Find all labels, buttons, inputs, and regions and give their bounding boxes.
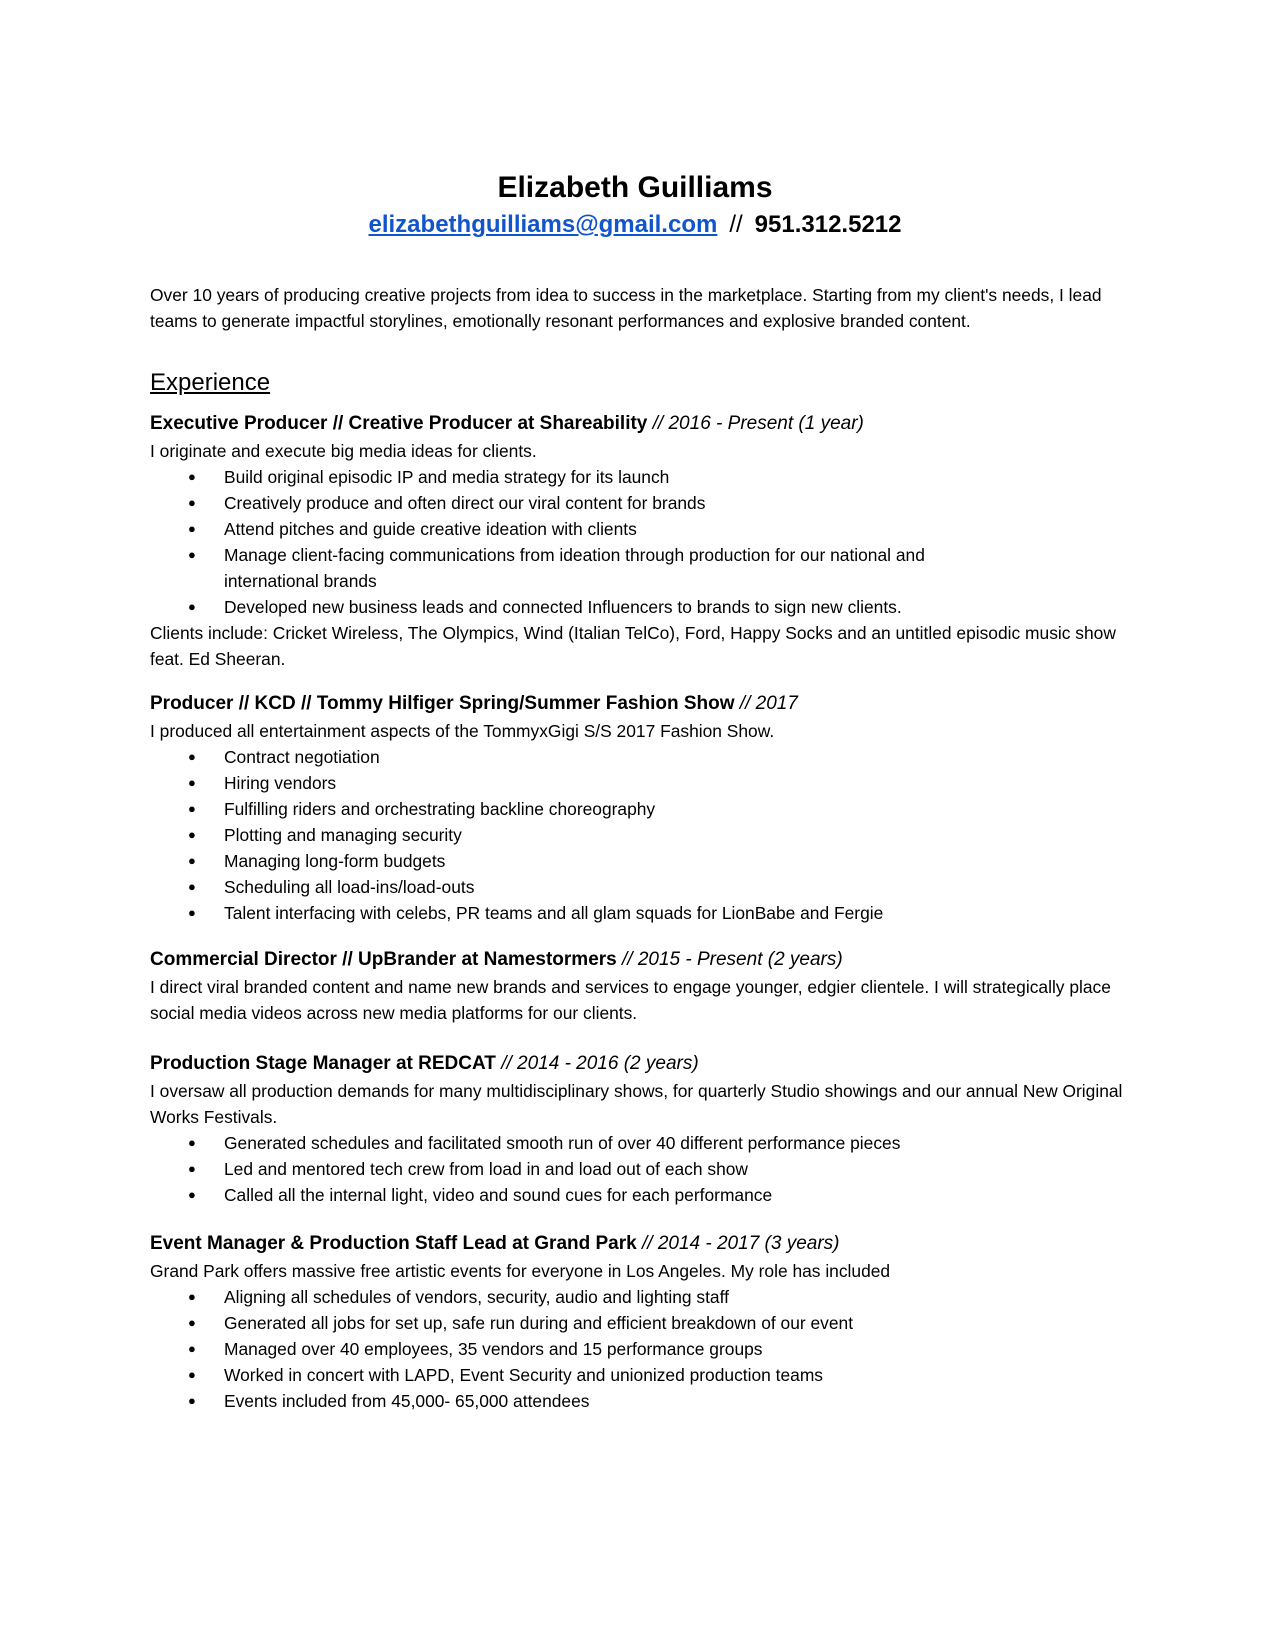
- list-item: ● Aligning all schedules of vendors, security, audio and lighting staff: [150, 1284, 1140, 1310]
- job-title-line: [150, 690, 1140, 718]
- job-title: Production Stage Manager at REDCAT: [150, 1053, 496, 1074]
- list-item: ● Led and mentored tech crew from load in and load out of each show: [150, 1156, 1140, 1182]
- phone-number: 951.312.5212: [754, 211, 902, 238]
- job-dates: // 2016 - Present (1 year): [652, 413, 864, 434]
- list-item: ● Hiring vendors: [150, 770, 1140, 796]
- bullet-icon: ●: [188, 1161, 196, 1176]
- job-dates: // 2017: [739, 693, 798, 714]
- list-item: ● Build original episodic IP and media strategy for its launch: [150, 464, 1140, 490]
- bullet-icon: ●: [188, 1367, 196, 1382]
- job-title-line: [150, 946, 1140, 974]
- job-title-line: [150, 1230, 1140, 1258]
- job-clients: Clients include: Cricket Wireless, The Olympics, Wind (Italian TelCo), Ford, Happy Socks and an untitled episodic music show feat. Ed Sheeran.: [150, 623, 1116, 669]
- job-title: Event Manager & Production Staff Lead at Grand Park: [150, 1233, 637, 1254]
- job-title: Executive Producer // Creative Producer at Shareability: [150, 413, 648, 434]
- job-title-line: [150, 1050, 1140, 1078]
- list-item: ● Worked in concert with LAPD, Event Security and unionized production teams: [150, 1362, 1140, 1388]
- job-description: I originate and execute big media ideas for clients.: [150, 441, 537, 461]
- job-bullet-list: [150, 1284, 1140, 1414]
- job-entry: [150, 690, 1140, 926]
- job-bullet-list: [150, 1130, 1140, 1208]
- list-item: ● Events included from 45,000- 65,000 attendees: [150, 1388, 1140, 1414]
- job-dates: // 2014 - 2017 (3 years): [642, 1233, 840, 1254]
- bullet-icon: ●: [188, 1315, 196, 1330]
- bullet-icon: ●: [188, 853, 196, 868]
- list-item: ● Managed over 40 employees, 35 vendors and 15 performance groups: [150, 1336, 1140, 1362]
- bullet-icon: ●: [188, 1187, 196, 1202]
- list-item: ● Plotting and managing security: [150, 822, 1140, 848]
- resume-header: [150, 170, 1120, 240]
- bullet-icon: ●: [188, 749, 196, 764]
- bullet-icon: ●: [188, 547, 196, 562]
- bullet-icon: ●: [188, 775, 196, 790]
- job-description: I oversaw all production demands for many multidisciplinary shows, for quarterly Studio showings and our annual New Original Works Festivals.: [150, 1081, 1123, 1127]
- bullet-icon: ●: [188, 801, 196, 816]
- list-item: ● Manage client-facing communications from ideation through production for our national and international brands: [150, 542, 1140, 594]
- job-entry: [150, 1230, 1140, 1414]
- bullet-icon: ●: [188, 469, 196, 484]
- job-bullet-list: [150, 744, 1140, 926]
- job-description: Grand Park offers massive free artistic events for everyone in Los Angeles. My role has included: [150, 1261, 891, 1281]
- job-title-line: [150, 410, 1140, 438]
- list-item: ● Scheduling all load-ins/load-outs: [150, 874, 1140, 900]
- job-title: Commercial Director // UpBrander at Namestormers: [150, 949, 617, 970]
- candidate-name: Elizabeth Guilliams: [497, 171, 773, 204]
- job-description: I produced all entertainment aspects of the TommyxGigi S/S 2017 Fashion Show.: [150, 721, 775, 741]
- bullet-icon: ●: [188, 1289, 196, 1304]
- list-item: ● Fulfilling riders and orchestrating backline choreography: [150, 796, 1140, 822]
- list-item: ● Attend pitches and guide creative ideation with clients: [150, 516, 1140, 542]
- list-item: ● Generated schedules and facilitated smooth run of over 40 different performance pieces: [150, 1130, 1140, 1156]
- experience-heading: Experience: [150, 369, 271, 396]
- list-item: ● Generated all jobs for set up, safe run during and efficient breakdown of our event: [150, 1310, 1140, 1336]
- list-item: ● Talent interfacing with celebs, PR teams and all glam squads for LionBabe and Fergie: [150, 900, 1140, 926]
- bullet-icon: ●: [188, 1135, 196, 1150]
- bullet-icon: ●: [188, 599, 196, 614]
- bullet-icon: ●: [188, 905, 196, 920]
- bullet-icon: ●: [188, 879, 196, 894]
- contact-line: [150, 210, 1120, 240]
- list-item: ● Contract negotiation: [150, 744, 1140, 770]
- job-dates: // 2014 - 2016 (2 years): [501, 1053, 699, 1074]
- job-entry: [150, 1050, 1140, 1208]
- bullet-icon: ●: [188, 521, 196, 536]
- list-item: ● Managing long-form budgets: [150, 848, 1140, 874]
- bullet-icon: ●: [188, 495, 196, 510]
- bullet-icon: ●: [188, 1393, 196, 1408]
- list-item: ● Called all the internal light, video and sound cues for each performance: [150, 1182, 1140, 1208]
- bullet-icon: ●: [188, 827, 196, 842]
- contact-separator: //: [729, 211, 743, 238]
- job-dates: // 2015 - Present (2 years): [622, 949, 843, 970]
- bullet-icon: ●: [188, 1341, 196, 1356]
- email-link[interactable]: elizabethguilliams@gmail.com: [368, 211, 718, 238]
- job-entry: [150, 946, 1140, 1026]
- list-item: ● Creatively produce and often direct our viral content for brands: [150, 490, 1140, 516]
- list-item: ● Developed new business leads and connected Influencers to brands to sign new clients.: [150, 594, 1140, 620]
- job-title: Producer // KCD // Tommy Hilfiger Spring/Summer Fashion Show: [150, 693, 735, 714]
- job-bullet-list: [150, 464, 1140, 620]
- job-entry: [150, 410, 1140, 672]
- job-description: I direct viral branded content and name new brands and services to engage younger, edgier clientele. I will strategically place social media videos across new media platforms for our clients.: [150, 977, 1111, 1023]
- summary-paragraph: Over 10 years of producing creative projects from idea to success in the marketplace. Starting from my client's needs, I lead teams to generate impactful storylines, emotionally resonant performances and explosive branded content.: [150, 285, 1102, 331]
